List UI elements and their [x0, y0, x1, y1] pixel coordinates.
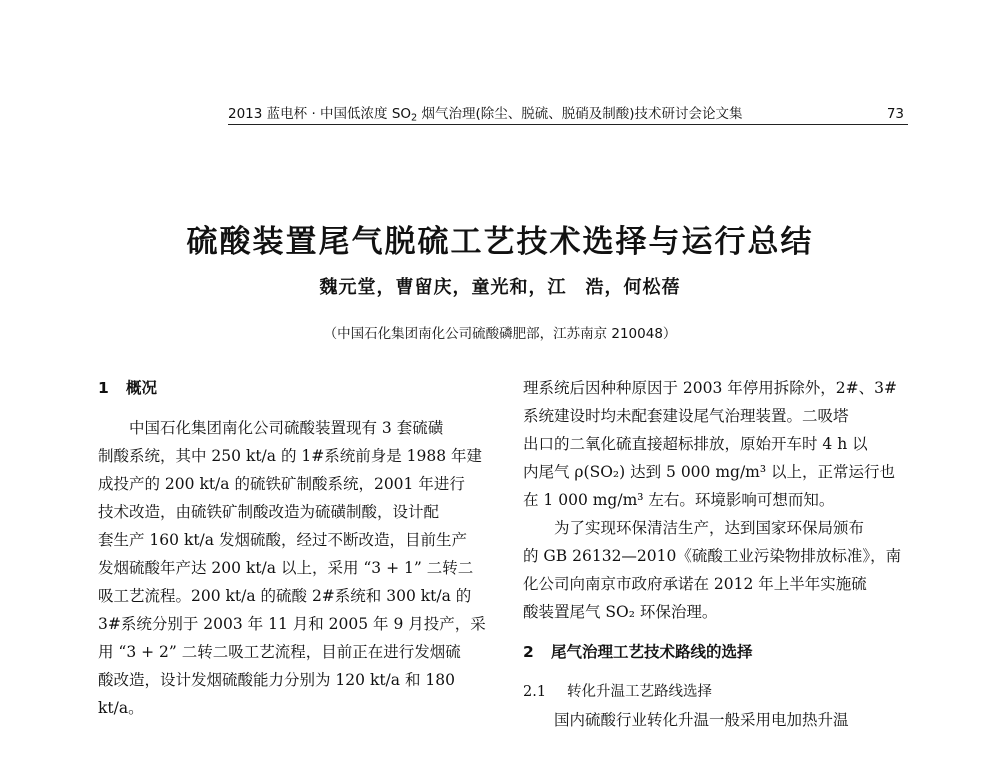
- body-line: 理系统后因种种原因于 2003 年停用拆除外，2#、3#: [523, 379, 897, 397]
- body-line: 发烟硫酸年产达 200 kt/a 以上，采用 “3 + 1” 二转二: [98, 559, 474, 577]
- body-line: 酸装置尾气 SO₂ 环保治理。: [523, 603, 718, 621]
- paper-title: 硫酸装置尾气脱硫工艺技术选择与运行总结: [186, 224, 814, 260]
- running-header: [228, 104, 908, 125]
- body-line: 用 “3 + 2” 二转二吸工艺流程，目前正在进行发烟硫: [98, 643, 461, 661]
- body-line: kt/a。: [98, 699, 144, 717]
- affiliation: （中国石化集团南化公司硫酸磷肥部，江苏南京 210048）: [323, 326, 677, 342]
- section-heading-1: 1 概况: [98, 379, 158, 397]
- body-line: 系统建设时均未配套建设尾气治理装置。二吸塔: [523, 407, 849, 425]
- body-line: 技术改造，由硫铁矿制酸改造为硫磺制酸，设计配: [98, 503, 440, 521]
- journal-title: 2013 蓝电杯 · 中国低浓度 $SO_2$ 烟气治理(除尘、脱硫、脱硝及制酸)技术研讨会论文集: [228, 106, 743, 124]
- body-line: 成投产的 200 kt/a 的硫铁矿制酸系统，2001 年进行: [98, 475, 465, 493]
- subsection-heading-2-1: 2.1 转化升温工艺路线选择: [523, 684, 712, 700]
- body-line: 的 GB 26132—2010《硫酸工业污染物排放标准》，南: [523, 547, 902, 565]
- body-line: 酸改造，设计发烟硫酸能力分别为 120 kt/a 和 180: [98, 671, 455, 689]
- body-line: 在 1 000 mg/m³ 左右。环境影响可想而知。: [523, 491, 835, 509]
- body-line: 中国石化集团南化公司硫酸装置现有 3 套硫磺: [98, 419, 444, 437]
- page-number: 73: [886, 106, 904, 122]
- section-heading-2: 2 尾气治理工艺技术路线的选择: [523, 643, 753, 661]
- left-column: [98, 374, 490, 722]
- body-line: 国内硫酸行业转化升温一般采用电加热升温: [523, 711, 849, 729]
- body-line: 吸工艺流程。200 kt/a 的硫酸 2#系统和 300 kt/a 的: [98, 587, 472, 605]
- body-line: 化公司向南京市政府承诺在 2012 年上半年实施硫: [523, 575, 867, 593]
- body-line: 制酸系统，其中 250 kt/a 的 1#系统前身是 1988 年建: [98, 447, 483, 465]
- body-line: 套生产 160 kt/a 发烟硫酸，经过不断改造，目前生产: [98, 531, 467, 549]
- body-line: 出口的二氧化硫直接超标排放，原始开车时 4 h 以: [523, 435, 868, 453]
- body-line: 为了实现环保清洁生产，达到国家环保局颁布: [523, 519, 865, 537]
- right-column: [523, 374, 915, 734]
- authors: 魏元堂，曹留庆，童光和，江 浩，何松蓓: [319, 277, 681, 298]
- body-line: 3#系统分别于 2003 年 11 月和 2005 年 9 月投产，采: [98, 615, 486, 633]
- body-line: 内尾气 ρ(SO₂) 达到 5 000 mg/m³ 以上，正常运行也: [523, 463, 896, 481]
